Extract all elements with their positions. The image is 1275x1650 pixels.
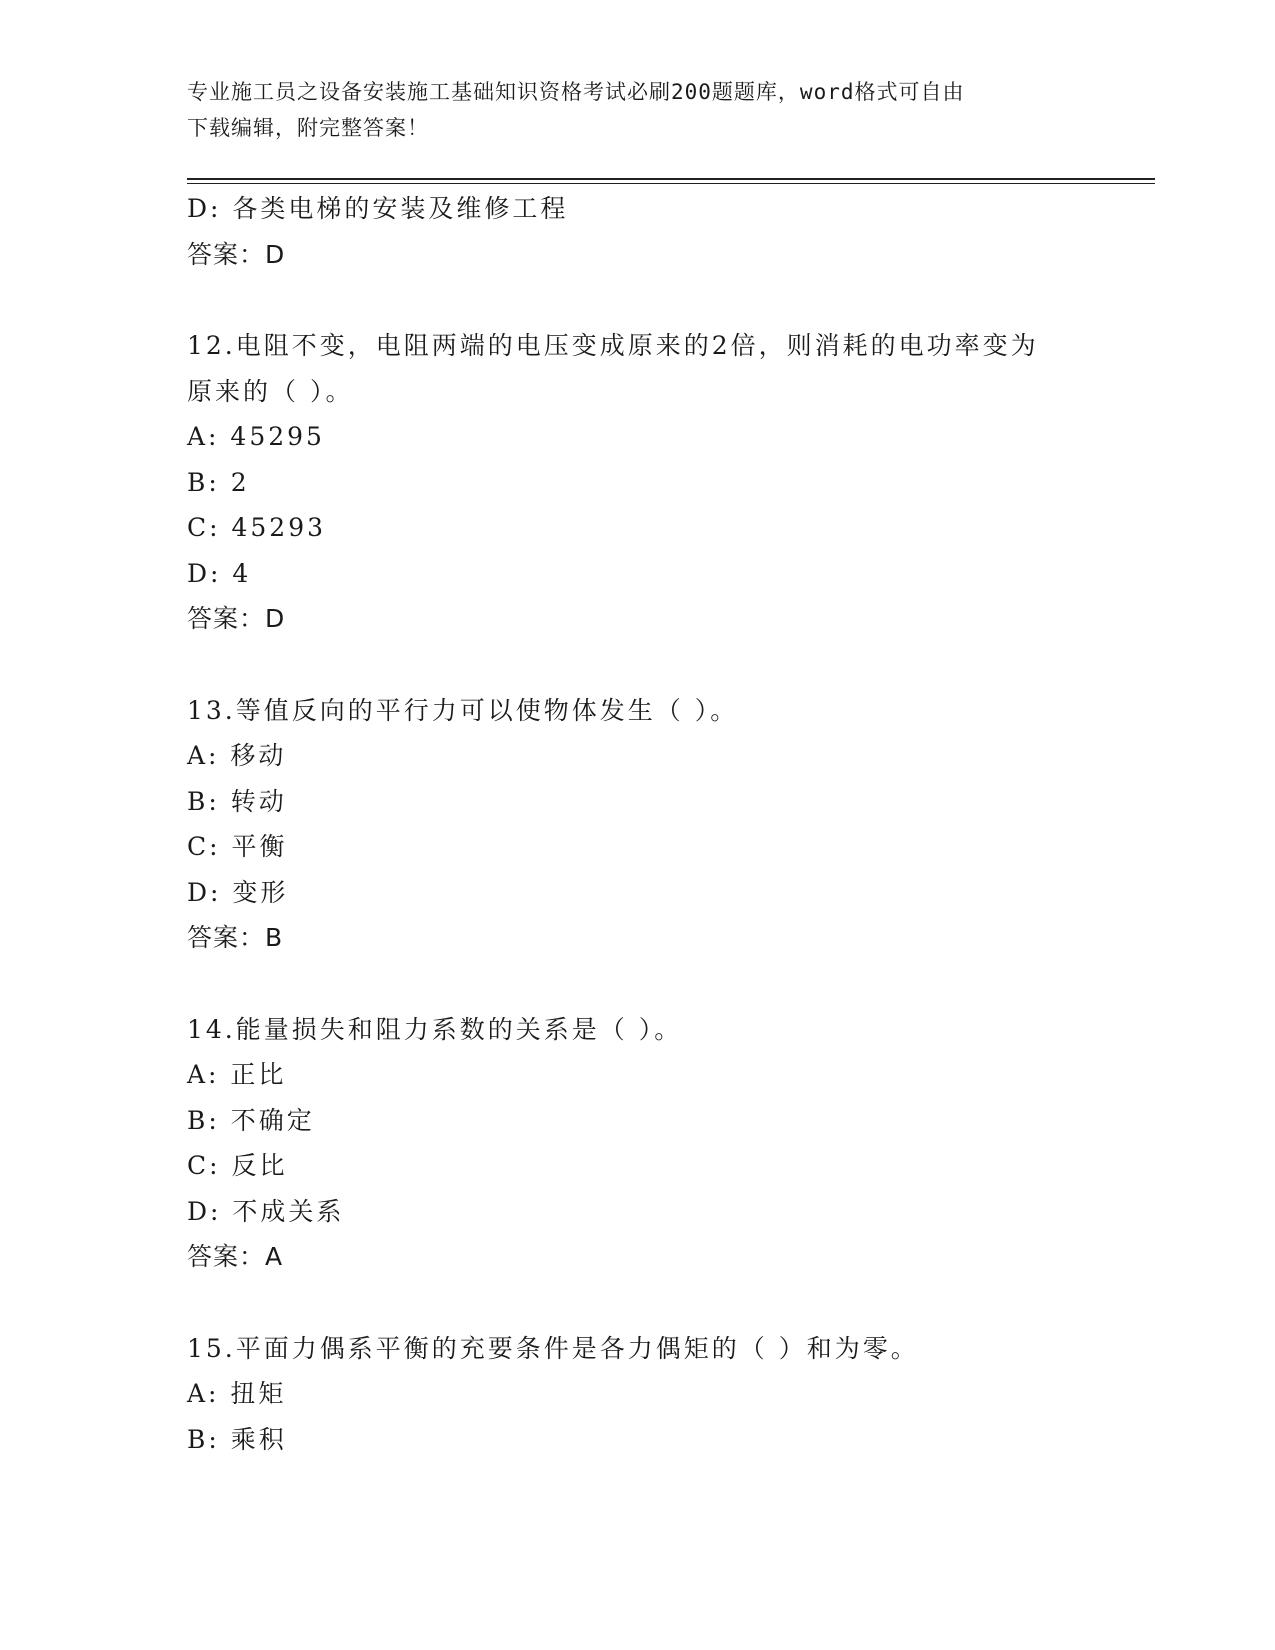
question-11-answer: 答案：D xyxy=(187,239,286,269)
question-14-option-c: C: 反比 xyxy=(187,1151,288,1180)
question-14-stem: 14.能量损失和阻力系数的关系是（ ）。 xyxy=(187,1014,683,1044)
header-line-2: 下载编辑，附完整答案！ xyxy=(187,116,429,140)
question-13-option-c: C: 平衡 xyxy=(187,832,288,861)
question-12-answer: 答案：D xyxy=(187,604,286,633)
question-12-stem-line-1: 12.电阻不变，电阻两端的电压变成原来的2倍，则消耗的电功率变为 xyxy=(187,331,1039,360)
question-14-option-a: A: 正比 xyxy=(187,1060,287,1089)
question-list xyxy=(187,186,1155,1462)
question-13-option-d: D: 变形 xyxy=(187,877,289,907)
question-15-option-b: B: 乘积 xyxy=(187,1424,287,1454)
question-15-option-a: A: 扭矩 xyxy=(187,1379,287,1408)
question-14-option-d: D: 不成关系 xyxy=(187,1196,345,1226)
question-12 xyxy=(187,323,1155,642)
document-header xyxy=(187,74,1087,146)
question-15-stem: 15.平面力偶系平衡的充要条件是各力偶矩的（ ）和为零。 xyxy=(187,1333,919,1363)
question-13-option-b: B: 转动 xyxy=(187,786,287,816)
question-14-answer: 答案：A xyxy=(187,1242,284,1271)
header-line-1: 专业施工员之设备安装施工基础知识资格考试必刷200题题库，word格式可自由 xyxy=(187,80,965,104)
header-divider-thin xyxy=(187,183,1155,184)
question-13 xyxy=(187,688,1155,961)
spacer xyxy=(187,1280,1155,1326)
question-13-stem: 13.等值反向的平行力可以使物体发生（ ）。 xyxy=(187,695,739,725)
question-12-option-a: A: 45295 xyxy=(187,422,325,451)
question-11-option-d: D: 各类电梯的安装及维修工程 xyxy=(187,194,569,223)
question-14 xyxy=(187,1007,1155,1280)
question-14-option-b: B: 不确定 xyxy=(187,1105,315,1135)
question-12-stem-line-2: 原来的（ ）。 xyxy=(187,376,354,406)
spacer xyxy=(187,277,1155,323)
question-12-option-d: D: 4 xyxy=(187,558,252,588)
header-divider-thick xyxy=(187,178,1155,180)
question-13-option-a: A: 移动 xyxy=(187,741,287,770)
spacer xyxy=(187,961,1155,1007)
question-12-option-b: B: 2 xyxy=(187,467,250,497)
question-12-option-c: C: 45293 xyxy=(187,513,327,542)
spacer xyxy=(187,642,1155,688)
question-15 xyxy=(187,1326,1155,1463)
question-13-answer: 答案：B xyxy=(187,923,284,952)
